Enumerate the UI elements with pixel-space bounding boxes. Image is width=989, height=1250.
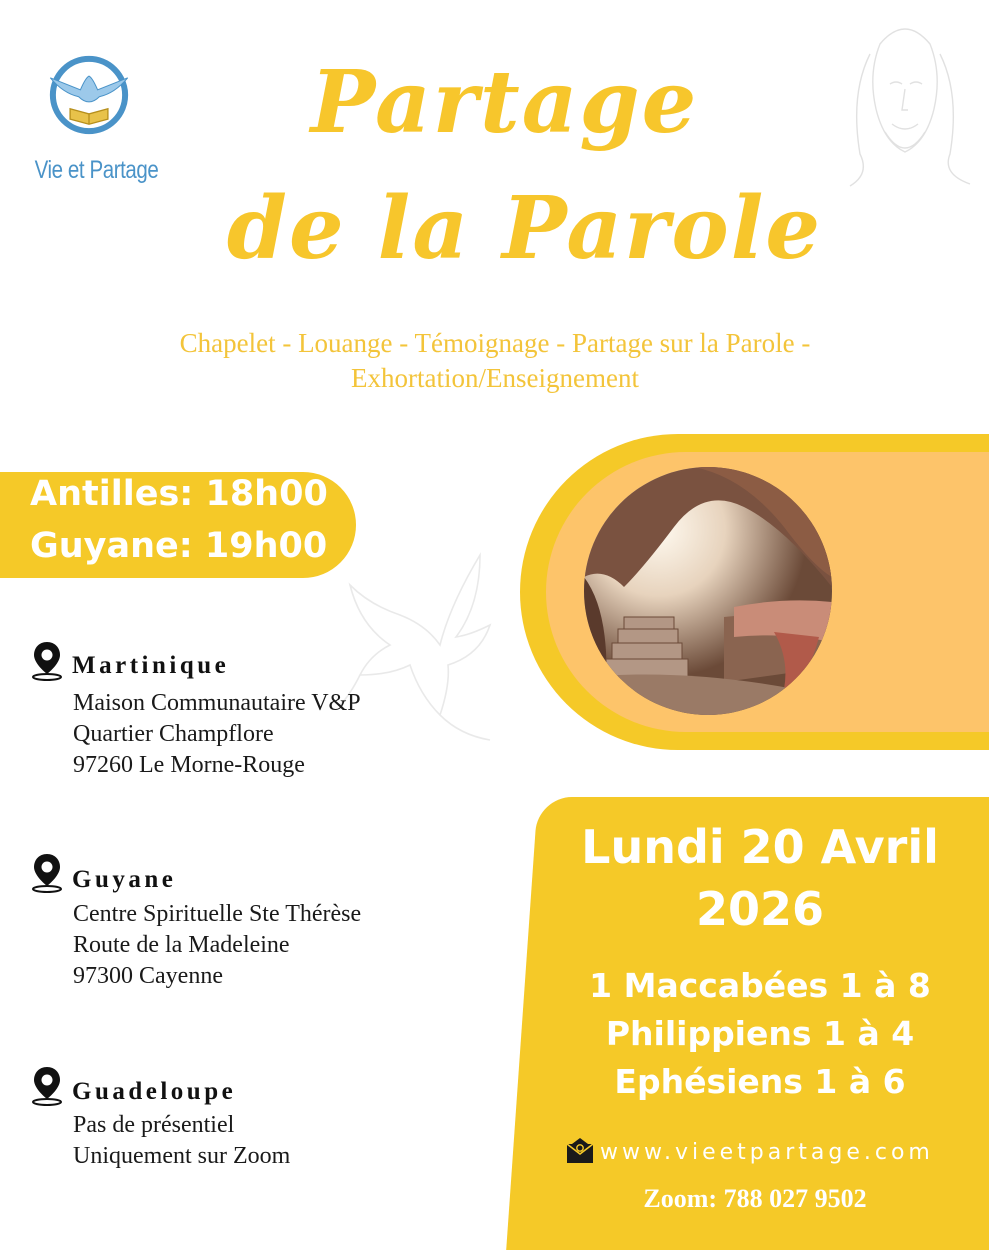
logo-text: Vie et Partage [34,156,159,184]
location-line: Uniquement sur Zoom [73,1143,291,1169]
map-pin-icon [30,640,64,682]
location-name-guyane: Guyane [72,866,177,893]
reading-item: Ephésiens 1 à 6 [614,1062,906,1101]
location-line: 97300 Cayenne [73,963,223,989]
map-pin-icon [30,1065,64,1107]
reading-item: 1 Maccabées 1 à 8 [589,966,931,1005]
empty-tomb-image [584,467,832,715]
event-date: Lundi 20 Avril [581,820,939,874]
time-antilles: Antilles: 18h00 [30,474,328,514]
website-link[interactable]: www.vieetpartage.com [600,1140,934,1165]
time-guyane: Guyane: 19h00 [30,526,328,566]
subtitle-line-1: Chapelet - Louange - Témoignage - Partage sur la Parole - [179,328,811,358]
title-line-2: de la Parole [226,178,823,279]
map-pin-icon [30,852,64,894]
location-line: Maison Communautaire V&P [73,690,361,716]
location-line: 97260 Le Morne-Rouge [73,752,305,778]
subtitle-line-2: Exhortation/Enseignement [351,363,639,393]
event-year: 2026 [695,882,825,936]
zoom-id: Zoom: 788 027 9502 [643,1184,867,1213]
program-subtitle [60,326,930,396]
reading-item: Philippiens 1 à 4 [605,1014,915,1053]
location-name-guadeloupe: Guadeloupe [72,1078,237,1105]
location-name-martinique: Martinique [72,652,230,679]
location-line: Route de la Madeleine [73,932,290,958]
location-line: Pas de présentiel [73,1112,235,1138]
location-line: Quartier Champflore [73,721,274,747]
title-line-1: Partage [310,52,699,153]
location-line: Centre Spirituelle Ste Thérèse [73,901,362,927]
mail-icon [566,1138,594,1164]
